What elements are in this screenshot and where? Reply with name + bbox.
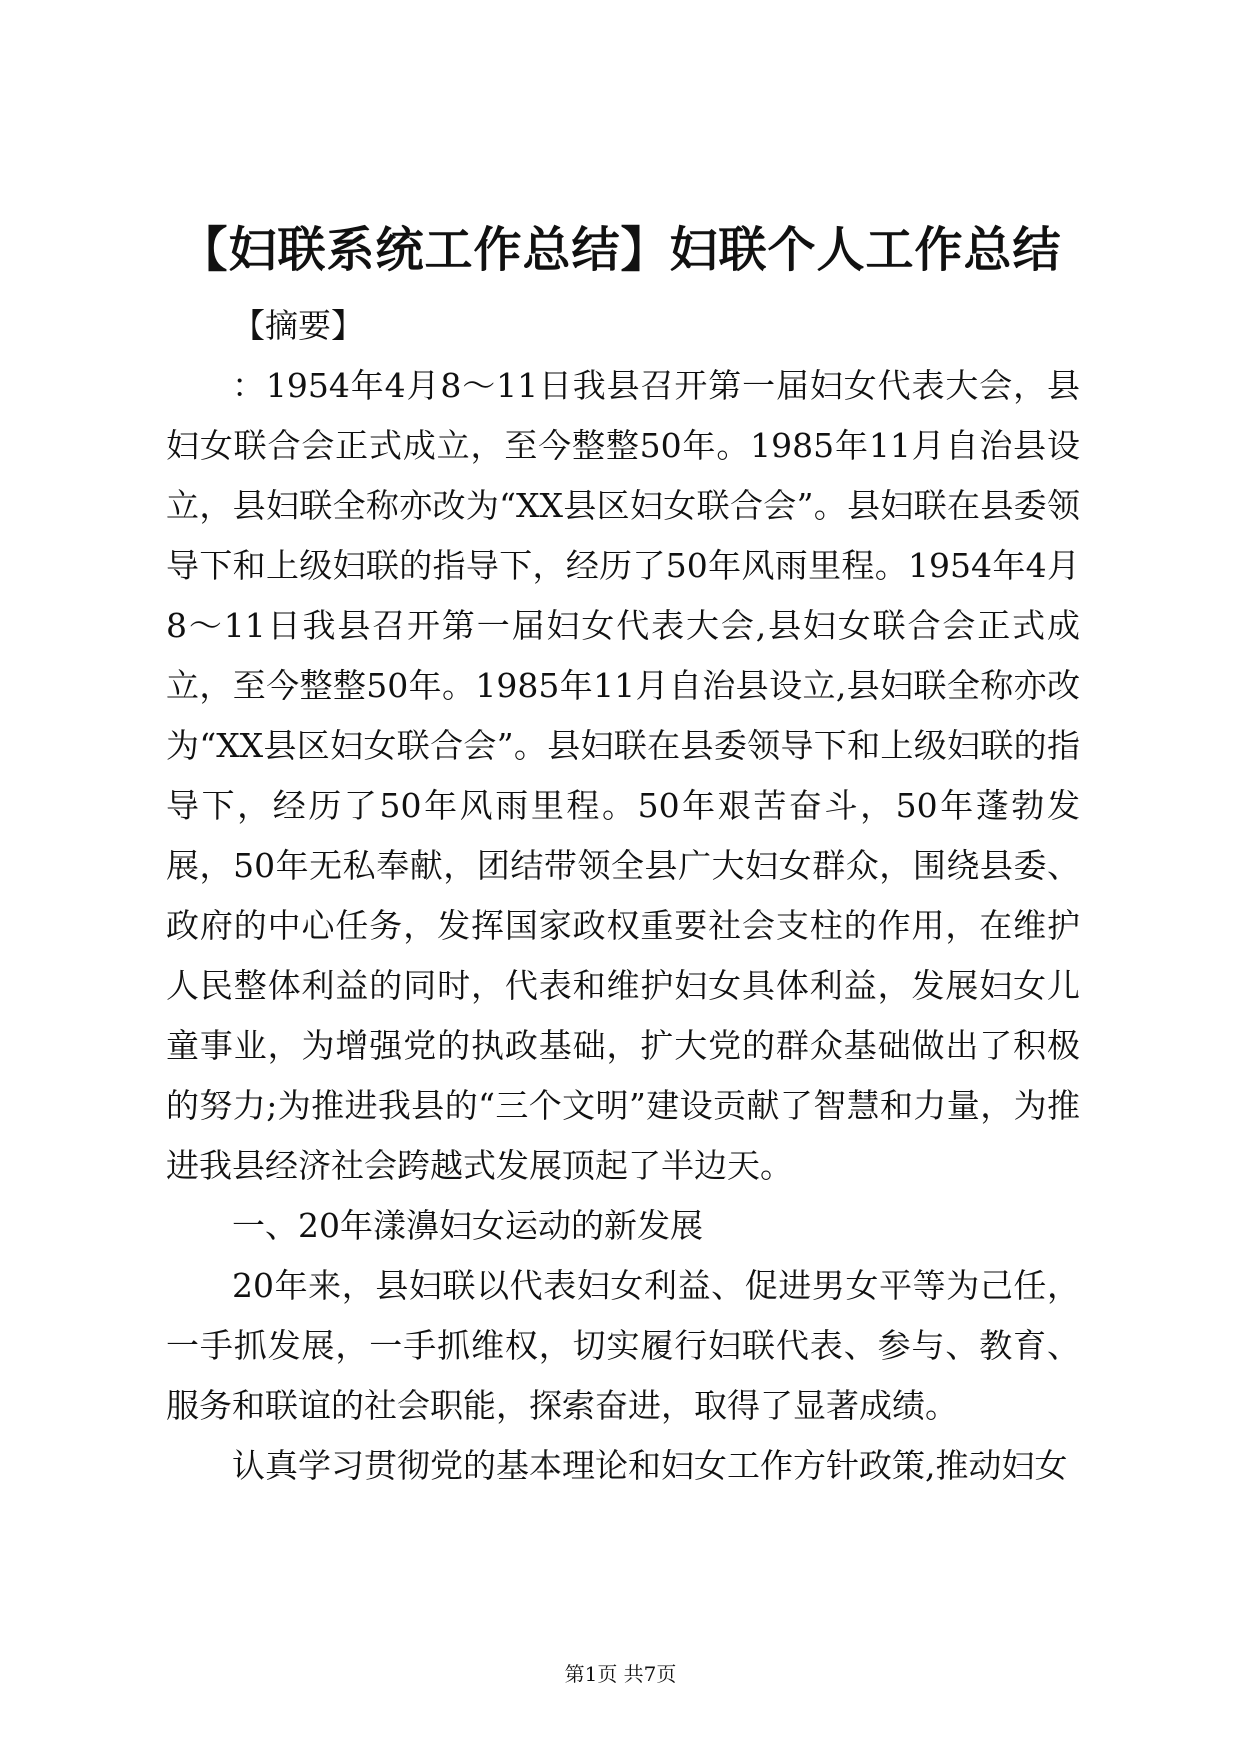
document-body	[166, 296, 1080, 1496]
document-title: 【妇联系统工作总结】妇联个人工作总结	[179, 222, 1062, 278]
page-footer: 第1页 共7页	[564, 1662, 677, 1686]
abstract-label: 【摘要】	[232, 306, 364, 345]
paragraph-abstract: ：1954年4月8～11日我县召开第一届妇女代表大会，县妇女联合会正式成立，至今整整50年。1985年11月自治县设立，县妇联全称亦改为“XX县区妇女联合会”。县妇联在县委领导下和上级妇联的指导下，经历了50年风雨里程。1954年4月8～11日我县召开第一届妇女代表大会,县妇女联合会正式成立，至今整整50年。1985年11月自治县设立,县妇联全称亦改为“XX县区妇女联合会”。县妇联在县委领导下和上级妇联的指导下，经历了50年风雨里程。50年艰苦奋斗，50年蓬勃发展，50年无私奉献，团结带领全县广大妇女群众，围绕县委、政府的中心任务，发挥国家政权重要社会支柱的作用，在维护人民整体利益的同时，代表和维护妇女具体利益，发展妇女儿童事业，为增强党的执政基础，扩大党的群众基础做出了积极的努力;为推进我县的“三个文明”建设贡献了智慧和力量，为推进我县经济社会跨越式发展顶起了半边天。	[166, 366, 1080, 1185]
paragraph: 20年来，县妇联以代表妇女利益、促进男女平等为己任，一手抓发展，一手抓维权，切实履行妇联代表、参与、教育、服务和联谊的社会职能，探索奋进，取得了显著成绩。	[166, 1266, 1080, 1425]
section-heading: 一、20年漾濞妇女运动的新发展	[232, 1206, 703, 1245]
paragraph: 认真学习贯彻党的基本理论和妇女工作方针政策,推动妇女	[232, 1446, 1068, 1485]
